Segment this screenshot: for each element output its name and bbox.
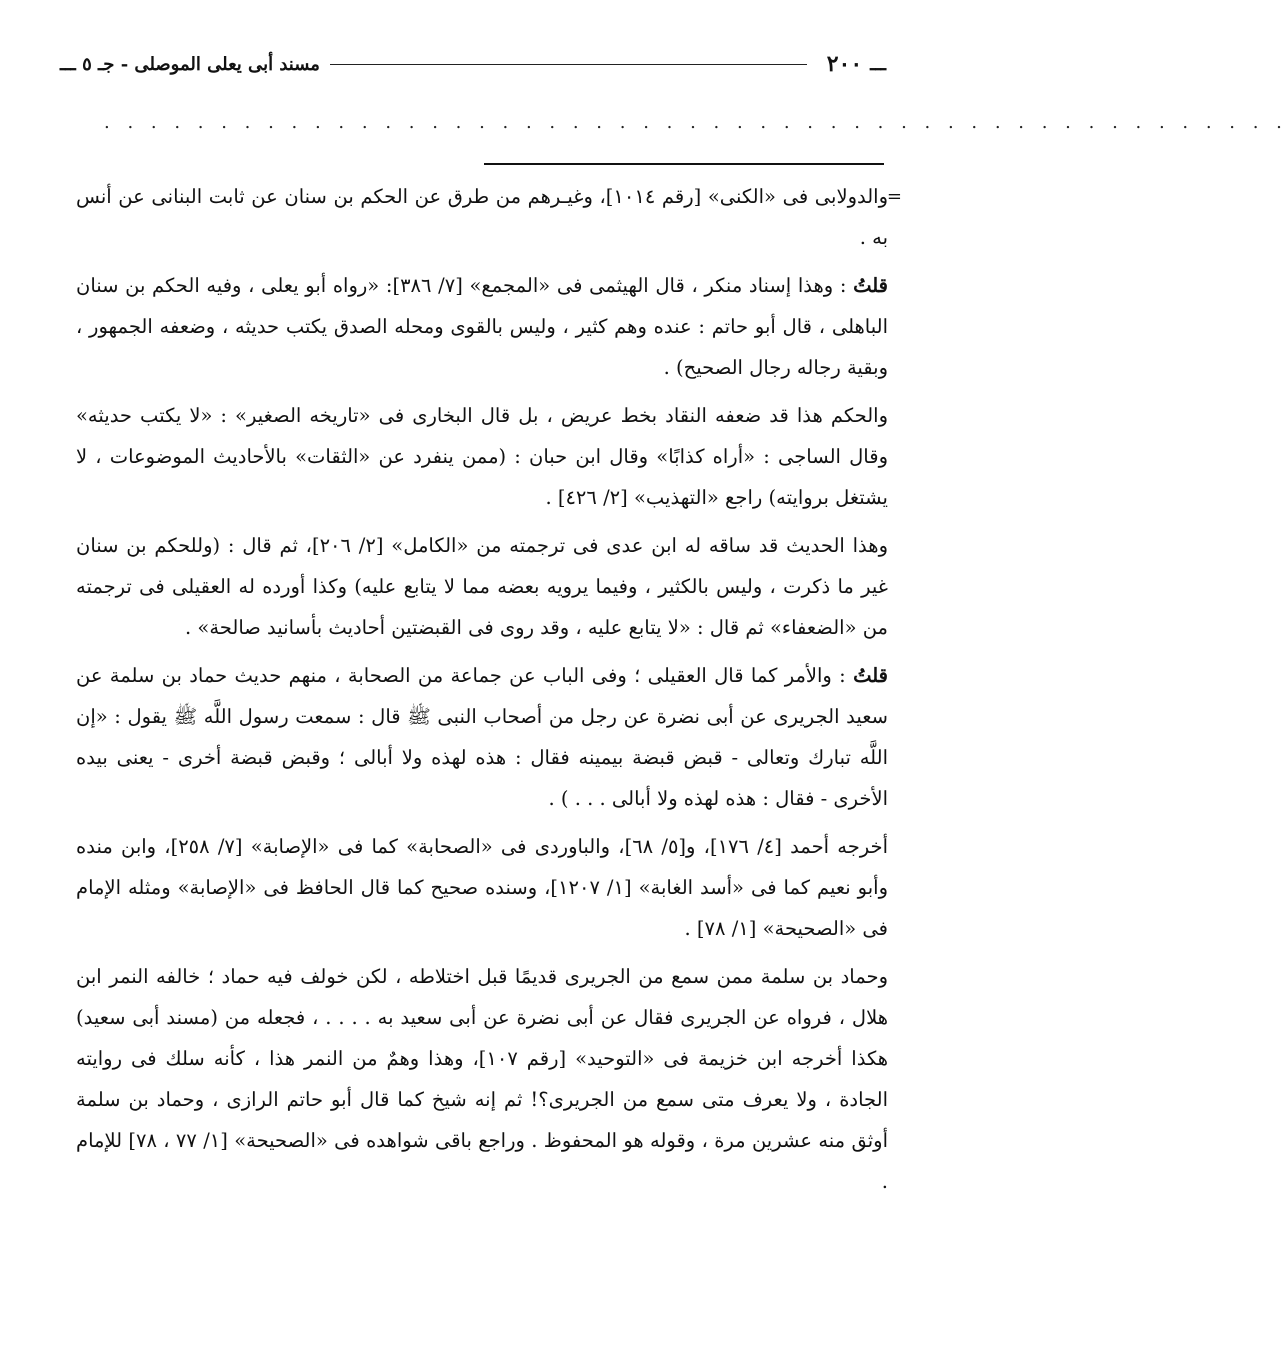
paragraph-3-text: والحكم هذا قد ضعفه النقاد بخط عريض ، بل قال البخارى فى «تاريخه الصغير» : «لا يكتب حديثه» وقال الساجى : «أراه كذابًا» وقال ابن حبان : (ممن ينفرد عن «الثقات» بالأحاديث الموضوعات ، لا يشتغل بروايته) راجع «التهذيب» [٢/ ٤٢٦] . [76, 404, 888, 509]
paragraph-2-text: : وهذا إسناد منكر ، قال الهيثمى فى «المجمع» [٧/ ٣٨٦]: «رواه أبو يعلى ، وفيه الحكم بن سنان الباهلى ، قال أبو حاتم : عنده وهم كثير ، وليس بالقوى ومحله الصدق يكتب حديثه ، وضعفه الجمهور ، وبقية رجاله رجال الصحيح) . [76, 274, 888, 379]
qult-lead: قلتُ [853, 664, 888, 687]
book-title: مسند أبى يعلى الموصلى - جـ ٥ ـــ [60, 53, 320, 75]
header-rule [330, 64, 807, 65]
paragraph-6 [76, 826, 888, 949]
qult-lead: قلتُ [853, 274, 888, 297]
header-dash: ـــ [870, 53, 886, 75]
paragraph-2 [76, 265, 888, 388]
paragraph-5-text: : والأمر كما قال العقيلى ؛ وفى الباب عن جماعة من الصحابة ، منهم حديث حماد بن سلمة عن سعيد الجريرى عن أبى نضرة عن رجل من أصحاب النبى ﷺ قال : سمعت رسول اللَّه ﷺ يقول : «إن اللَّه تبارك وتعالى - قبض قبضة بيمينه فقال : هذه لهذه ولا أبالى ؛ وقبض قبضة أخرى - يعنى بيده الأخرى - فقال : هذه لهذه ولا أبالى . . . ) . [76, 664, 888, 810]
page-number: ٢٠٠ [826, 51, 863, 77]
footnote-rule [484, 163, 884, 165]
continuation-mark: = [886, 186, 902, 207]
paragraph-5 [76, 655, 888, 819]
paragraph-1-text: والدولابى فى «الكنى» [رقم ١٠١٤]، وغيـرهم من طرق عن الحكم بن سنان عن ثابت البنانى عن أنس به . [76, 185, 888, 249]
paragraph-4 [76, 525, 888, 648]
paragraph-7 [76, 956, 888, 1202]
paragraph-3 [76, 395, 888, 518]
paragraph-1 [76, 176, 902, 258]
paragraph-6-text: أخرجه أحمد [٤/ ١٧٦]، و[٥/ ٦٨]، والباوردى فى «الصحابة» كما فى «الإصابة» [٧/ ٢٥٨]، وابن منده وأبو نعيم كما فى «أسد الغابة» [١/ ١٢٠٧]، وسنده صحيح كما قال الحافظ فى «الإصابة» ومثله الإمام فى «الصحيحة» [١/ ٧٨] . [76, 835, 888, 940]
dotted-separator: . . . . . . . . . . . . . . . . . . . . . . . . . . . . . . . . . . . . . . . . . . . . . . . . . . . [104, 112, 1288, 133]
running-header [60, 44, 886, 84]
paragraph-7-text: وحماد بن سلمة ممن سمع من الجريرى قديمًا قبل اختلاطه ، لكن خولف فيه حماد ؛ خالفه النمر ابن هلال ، فرواه عن الجريرى فقال عن أبى نضرة عن أبى سعيد به . . . . ، فجعله من (مسند أبى سعيد) هكذا أخرجه ابن خزيمة فى «التوحيد» [رقم ١٠٧]، وهذا وهمٌ من النمر هذا ، كأنه سلك فى روايته الجادة ، ولا يعرف متى سمع من الجريرى؟! ثم إنه شيخ كما قال أبو حاتم الرازى ، وحماد بن سلمة أوثق منه عشرين مرة ، وقوله هو المحفوظ . وراجع باقى شواهده فى «الصحيحة» [١/ ٧٧ ، ٧٨] للإمام . [76, 965, 889, 1193]
paragraph-4-text: وهذا الحديث قد ساقه له ابن عدى فى ترجمته من «الكامل» [٢/ ٢٠٦]، ثم قال : (وللحكم بن سنان غير ما ذكرت ، وليس بالكثير ، وفيما يرويه بعضه مما لا يتابع عليه) وكذا أورده له العقيلى فى ترجمته من «الضعفاء» ثم قال : «لا يتابع عليه ، وقد روى فى القبضتين أحاديث بأسانيد صالحة» . [76, 534, 888, 639]
footnote-body [76, 176, 902, 1209]
